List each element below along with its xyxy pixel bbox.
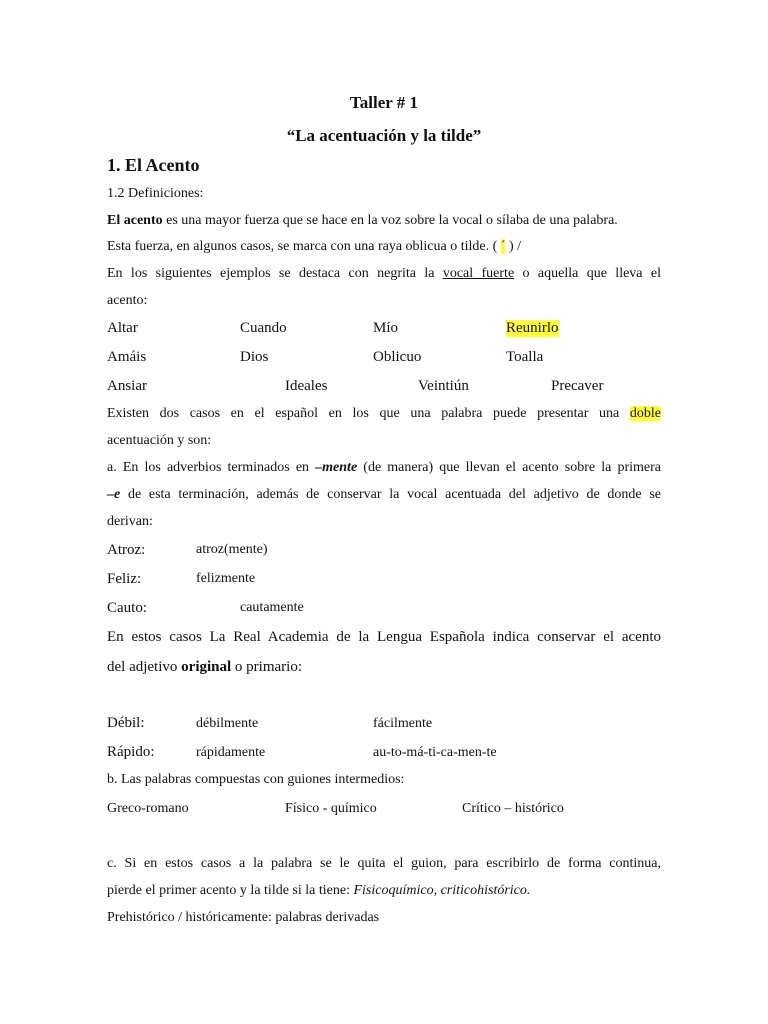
compound-critico-historico: Crítico – histórico xyxy=(462,801,564,816)
definition-text: es una mayor fuerza que se hace en la voz sobre la vocal o sílaba de una palabra. xyxy=(162,213,618,228)
tilde-text: Esta fuerza, en algunos casos, se marca con una raya oblicua o tilde. ( xyxy=(107,239,501,254)
tilde-mark: ´ xyxy=(500,239,506,254)
paragraph-rae-line2 xyxy=(107,659,661,676)
compound-greco-romano: Greco-romano xyxy=(107,801,189,816)
adjective-rapido: Rápido: xyxy=(107,744,155,760)
paragraph-definition-line2 xyxy=(107,239,661,255)
examples-text-end: o aquella que lleva el xyxy=(514,266,661,281)
paragraph-adverbs-line1 xyxy=(107,460,661,476)
adverbs-line2-text: de esta terminación, además de conservar la vocal acentuada del adjetivo de donde se xyxy=(120,487,661,502)
bold-term: El acento xyxy=(107,213,163,228)
word-veintiun: Veintiún xyxy=(418,378,469,394)
rae-text-end: o primario: xyxy=(231,659,302,675)
adverb-debilmente: débilmente xyxy=(196,716,259,731)
word-amais: Amáis xyxy=(107,349,147,365)
definitions-label: 1.2 Definiciones: xyxy=(107,186,204,201)
adverb-facilmente: fácilmente xyxy=(373,716,433,731)
bold-original: original xyxy=(181,659,232,675)
tilde-close: ) / xyxy=(505,239,522,254)
adverb-atroz: atroz(mente) xyxy=(196,542,268,557)
word-cuando: Cuando xyxy=(240,320,287,336)
paragraph-examples-line2: acento: xyxy=(107,293,148,308)
adjective-feliz: Feliz: xyxy=(107,571,142,587)
word-mio: Mío xyxy=(373,320,399,336)
adverbs-text: a. En los adverbios terminados en xyxy=(107,460,316,475)
underlined-term: vocal fuerte xyxy=(442,266,515,281)
examples-text: En los siguientes ejemplos se destaca con negrita la xyxy=(107,266,443,281)
paragraph-rae-line1: En estos casos La Real Academia de la Lengua Española indica conservar el acento xyxy=(107,629,661,645)
paragraph-double-line1 xyxy=(107,406,661,422)
word-precaver: Precaver xyxy=(551,378,604,394)
document-subtitle: “La acentuación y la tilde” xyxy=(286,126,482,145)
word-reunirlo: Reunirlo xyxy=(506,320,559,336)
word-toalla: Toalla xyxy=(506,349,544,365)
paragraph-adverbs-line3: derivan: xyxy=(107,514,153,529)
highlight-doble: doble xyxy=(629,406,661,421)
adverb-feliz: felizmente xyxy=(196,571,256,586)
rae-text: del adjetivo xyxy=(107,659,182,675)
word-dios: Dios xyxy=(240,349,269,365)
hyphen-text: pierde el primer acento y la tilde si la tiene: xyxy=(107,883,354,898)
section-heading: 1. El Acento xyxy=(107,155,200,175)
paragraph-hyphen-line2 xyxy=(107,883,661,899)
adjective-cauto: Cauto: xyxy=(107,600,147,616)
paragraph-compounds: b. Las palabras compuestas con guiones intermedios: xyxy=(107,772,405,787)
word-ansiar: Ansiar xyxy=(107,378,147,394)
paragraph-double-line2: acentuación y son: xyxy=(107,433,212,448)
word-oblicuo: Oblicuo xyxy=(373,349,422,365)
adjective-atroz: Atroz: xyxy=(107,542,146,558)
adjective-debil: Débil: xyxy=(107,715,145,731)
adverbs-text-end: (de manera) que llevan el acento sobre la primera xyxy=(357,460,661,475)
adverb-cauto: cautamente xyxy=(240,600,304,615)
word-altar: Altar xyxy=(107,320,138,336)
compound-fisico-quimico: Físico - químico xyxy=(285,801,377,816)
paragraph-derived-words: Prehistórico / históricamente: palabras derivadas xyxy=(107,910,380,925)
syllables-automaticamente: au-to-má-ti-ca-men-te xyxy=(373,745,497,760)
paragraph-adverbs-line2 xyxy=(107,487,661,503)
word-ideales: Ideales xyxy=(285,378,328,394)
paragraph-definition-line1 xyxy=(107,213,661,229)
double-text: Existen dos casos en el español en los que una palabra puede presentar una xyxy=(107,406,630,421)
adverb-rapidamente: rápidamente xyxy=(196,745,266,760)
document-title: Taller # 1 xyxy=(349,93,418,112)
e-letter: –e xyxy=(107,487,121,502)
paragraph-examples-line1 xyxy=(107,266,661,282)
paragraph-hyphen-line1: c. Si en estos casos a la palabra se le quita el guion, para escribirlo de forma continua, xyxy=(107,856,661,871)
hyphen-examples: Fisicoquímico, criticohistórico. xyxy=(353,883,531,898)
mente-suffix: –mente xyxy=(315,460,358,475)
